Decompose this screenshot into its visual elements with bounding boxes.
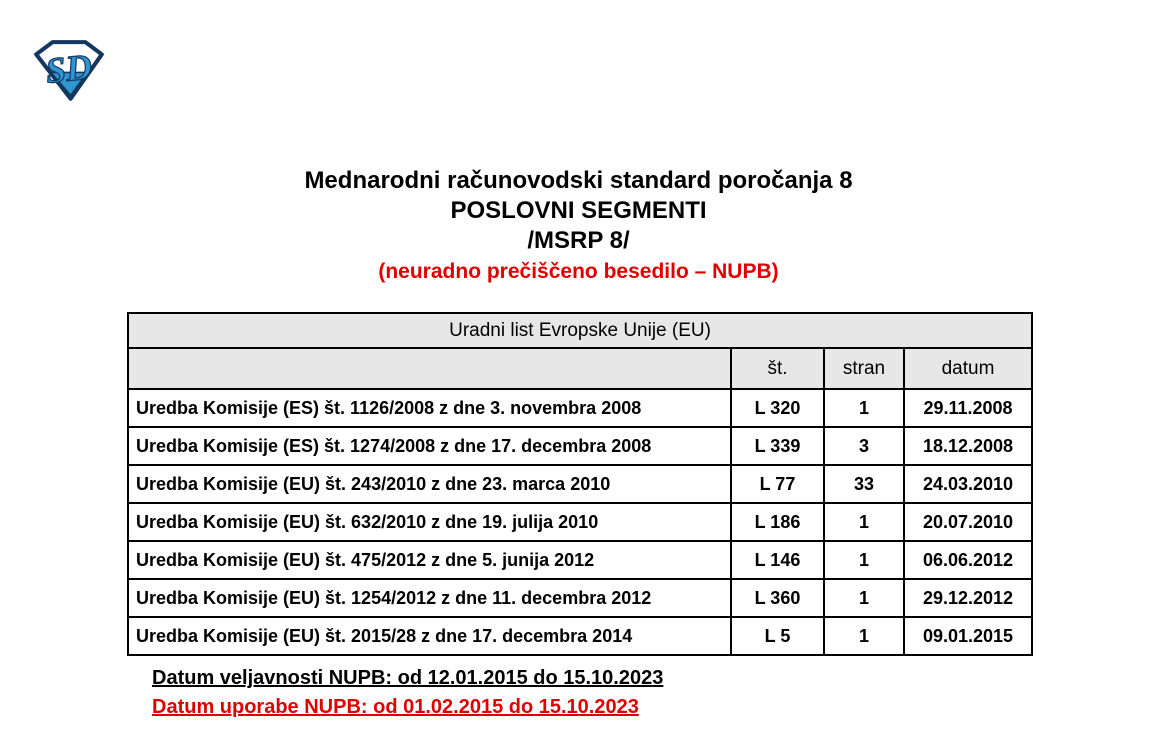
table-row (128, 389, 1032, 427)
regulation-title-cell: Uredba Komisije (EU) št. 1254/2012 z dne 11. decembra 2012 (128, 579, 731, 617)
regulation-title-cell: Uredba Komisije (EU) št. 475/2012 z dne 5. junija 2012 (128, 541, 731, 579)
column-header-st: št. (731, 348, 824, 389)
page-cell: 3 (824, 427, 904, 465)
table-header-row (128, 348, 1032, 389)
document-title-line-3: /MSRP 8/ (527, 227, 630, 254)
regulation-title-cell: Uredba Komisije (ES) št. 1274/2008 z dne 17. decembra 2008 (128, 427, 731, 465)
page-cell: 1 (824, 389, 904, 427)
table-row (128, 503, 1032, 541)
sd-shield-logo (28, 38, 110, 102)
sd-shield-logo-graphic (28, 38, 110, 102)
table-row (128, 465, 1032, 503)
page-cell: 1 (824, 541, 904, 579)
date-cell: 18.12.2008 (904, 427, 1032, 465)
table-row (128, 427, 1032, 465)
footer-dates-block (152, 664, 663, 722)
table-caption: Uradni list Evropske Unije (EU) (128, 313, 1032, 348)
document-title-line-2: POSLOVNI SEGMENTI (450, 197, 707, 224)
table-row (128, 579, 1032, 617)
page-cell: 1 (824, 579, 904, 617)
table-row (128, 541, 1032, 579)
application-date-line: Datum uporabe NUPB: od 01.02.2015 do 15.10.2023 (152, 696, 639, 718)
journal-number-cell: L 360 (731, 579, 824, 617)
document-title-line-1: Mednarodni računovodski standard poročanja 8 (304, 167, 853, 194)
table-caption-row (128, 313, 1032, 348)
date-cell: 20.07.2010 (904, 503, 1032, 541)
regulation-title-cell: Uredba Komisije (EU) št. 2015/28 z dne 17. decembra 2014 (128, 617, 731, 655)
page-cell: 1 (824, 617, 904, 655)
date-cell: 29.12.2012 (904, 579, 1032, 617)
validity-date-line: Datum veljavnosti NUPB: od 12.01.2015 do 15.10.2023 (152, 667, 664, 689)
journal-number-cell: L 339 (731, 427, 824, 465)
date-cell: 09.01.2015 (904, 617, 1032, 655)
page-cell: 33 (824, 465, 904, 503)
journal-number-cell: L 5 (731, 617, 824, 655)
document-subtitle: (neuradno prečiščeno besedilo – NUPB) (378, 260, 779, 283)
eu-official-journal-table (127, 312, 1033, 656)
table-row (128, 617, 1032, 655)
journal-number-cell: L 77 (731, 465, 824, 503)
regulation-title-cell: Uredba Komisije (ES) št. 1126/2008 z dne 3. novembra 2008 (128, 389, 731, 427)
date-cell: 06.06.2012 (904, 541, 1032, 579)
date-cell: 29.11.2008 (904, 389, 1032, 427)
journal-number-cell: L 146 (731, 541, 824, 579)
logo-letters: SD (43, 46, 94, 91)
column-header-datum: datum (904, 348, 1032, 389)
page-cell: 1 (824, 503, 904, 541)
column-header-stran: stran (824, 348, 904, 389)
journal-number-cell: L 186 (731, 503, 824, 541)
regulation-title-cell: Uredba Komisije (EU) št. 243/2010 z dne 23. marca 2010 (128, 465, 731, 503)
date-cell: 24.03.2010 (904, 465, 1032, 503)
column-header-empty (128, 348, 731, 389)
regulation-title-cell: Uredba Komisije (EU) št. 632/2010 z dne 19. julija 2010 (128, 503, 731, 541)
journal-number-cell: L 320 (731, 389, 824, 427)
document-title-block (0, 166, 1157, 287)
